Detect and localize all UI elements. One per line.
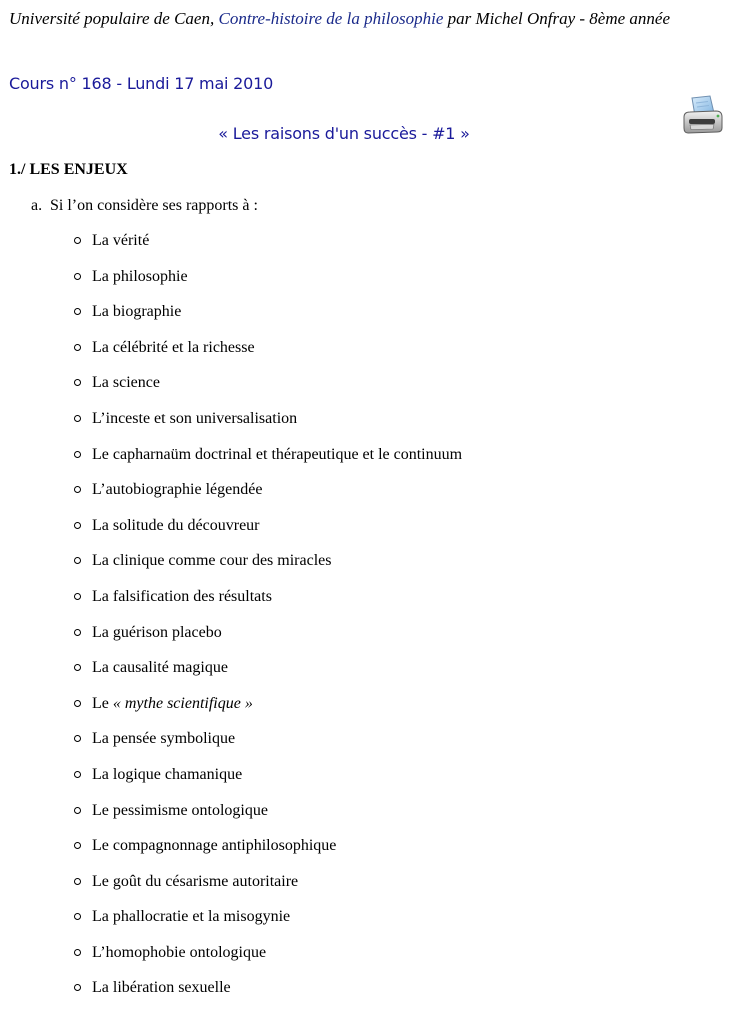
- list-item-text: La science: [92, 374, 160, 392]
- series-link[interactable]: Contre-histoire de la philosophie: [218, 9, 444, 28]
- bullet-icon: [74, 593, 81, 600]
- list-item: [0, 615, 462, 651]
- list-item-emphasis: « mythe scientifique »: [112, 694, 253, 712]
- list-item-text: La philosophie: [92, 267, 188, 285]
- subsection-marker: a.: [31, 197, 43, 214]
- list-item-text: La causalité magique: [92, 659, 228, 677]
- list-item-text: La pensée symbolique: [92, 730, 236, 748]
- bullet-icon: [74, 486, 81, 493]
- list-item-text: La falsification des résultats: [92, 587, 272, 605]
- bullet-icon: [74, 984, 81, 991]
- list-item-text: Le: [92, 694, 113, 712]
- list-item: [0, 899, 462, 935]
- bullet-icon: [74, 344, 81, 351]
- list-item: [0, 508, 462, 544]
- bullet-icon: [74, 807, 81, 814]
- list-item-text: Le pessimisme ontologique: [92, 801, 268, 819]
- bullet-icon: [74, 878, 81, 885]
- section-heading: 1./ LES ENJEUX: [9, 161, 128, 178]
- list-item: [0, 330, 462, 366]
- list-item-text: L’autobiographie légendée: [92, 481, 263, 499]
- bullet-icon: [74, 237, 81, 244]
- bullet-icon: [74, 913, 81, 920]
- list-item: [0, 686, 462, 722]
- list-item: [0, 543, 462, 579]
- header-suffix: par Michel Onfray - 8ème année: [443, 9, 671, 28]
- bullet-icon: [74, 557, 81, 564]
- list-item-text: La célébrité et la richesse: [92, 338, 255, 356]
- bullet-icon: [74, 771, 81, 778]
- list-item: [0, 757, 462, 793]
- list-item: [0, 650, 462, 686]
- lesson-title: « Les raisons d'un succès - #1 »: [218, 124, 470, 143]
- bullet-icon: [74, 415, 81, 422]
- bullet-icon: [74, 949, 81, 956]
- list-item-text: La libération sexuelle: [92, 979, 231, 997]
- list-item-text: L’inceste et son universalisation: [92, 409, 298, 427]
- list-item: [0, 579, 462, 615]
- bullet-icon: [74, 379, 81, 386]
- list-item: [0, 828, 462, 864]
- bullet-icon: [74, 842, 81, 849]
- bullet-icon: [74, 629, 81, 636]
- list-item: [0, 401, 462, 437]
- subsection-text: Si l’on considère ses rapports à :: [50, 197, 258, 214]
- bullet-icon: [74, 522, 81, 529]
- list-item: [0, 935, 462, 971]
- topic-list: [0, 223, 462, 1006]
- list-item: [0, 864, 462, 900]
- bullet-icon: [74, 700, 81, 707]
- list-item: [0, 721, 462, 757]
- list-item-text: Le compagnonnage antiphilosophique: [92, 837, 337, 855]
- list-item-text: La logique chamanique: [92, 765, 243, 783]
- list-item-text: La guérison placebo: [92, 623, 222, 641]
- list-item-text: Le capharnaüm doctrinal et thérapeutique et le continuum: [92, 445, 463, 463]
- list-item: [0, 294, 462, 330]
- bullet-icon: [74, 664, 81, 671]
- list-item: [0, 437, 462, 473]
- list-item-text: La solitude du découvreur: [92, 516, 260, 534]
- list-item-text: La biographie: [92, 303, 182, 321]
- list-item-text: La phallocratie et la misogynie: [92, 908, 291, 926]
- bullet-icon: [74, 308, 81, 315]
- list-item: [0, 223, 462, 259]
- list-item: [0, 259, 462, 295]
- list-item: [0, 472, 462, 508]
- page-header: [9, 8, 725, 29]
- bullet-icon: [74, 451, 81, 458]
- bullet-icon: [74, 735, 81, 742]
- bullet-icon: [74, 273, 81, 280]
- course-label: Cours n° 168 - Lundi 17 mai 2010: [9, 74, 274, 93]
- list-item-text: La vérité: [92, 232, 150, 249]
- list-item-text: L’homophobie ontologique: [92, 943, 267, 961]
- list-item-text: La clinique comme cour des miracles: [92, 552, 332, 570]
- list-item: [0, 365, 462, 401]
- subsection-a: [31, 197, 258, 215]
- header-prefix: Université populaire de Caen,: [9, 9, 219, 28]
- list-item-text: Le goût du césarisme autoritaire: [92, 872, 299, 890]
- list-item: [0, 793, 462, 829]
- list-item: [0, 970, 462, 1006]
